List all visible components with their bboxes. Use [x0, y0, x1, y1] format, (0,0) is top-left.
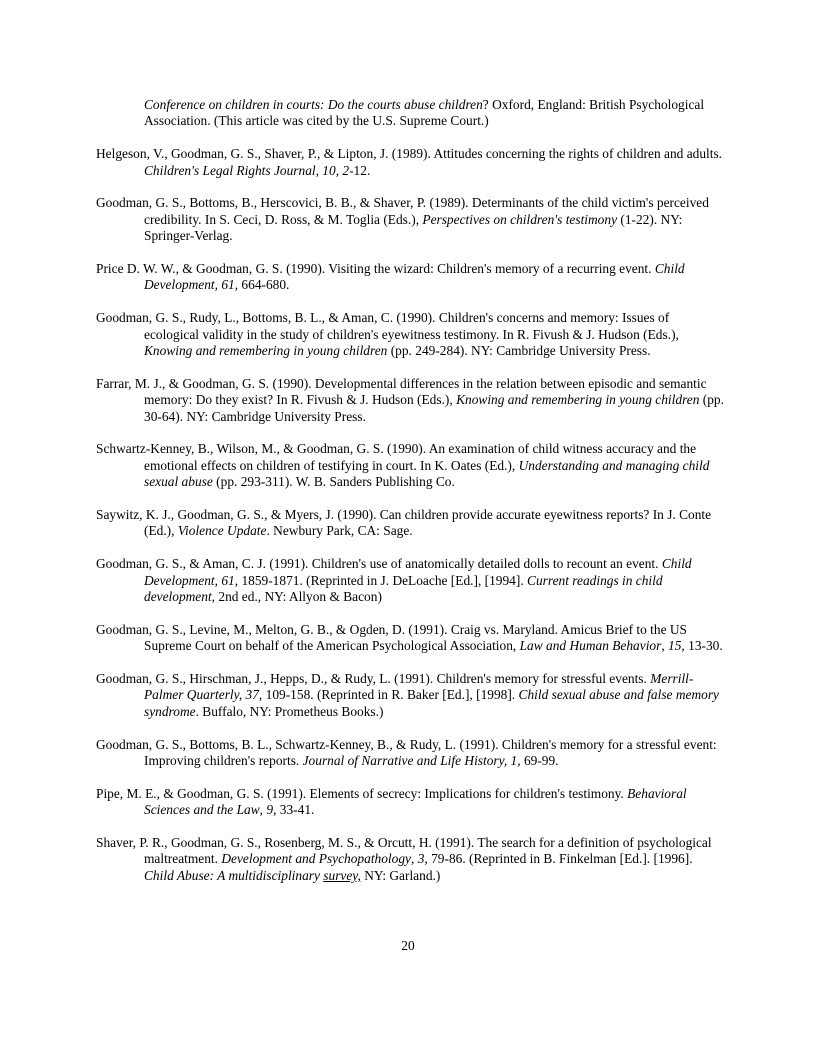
reference-run-text: (pp. 293-311). W. B. Sanders Publishing Co.: [212, 474, 455, 490]
reference-run-text: Goodman, G. S., Hirschman, J., Hepps, D., & Rudy, L. (1991). Children's memory for stressful events.: [96, 671, 651, 687]
reference-run-text: Shaver, P. R., Goodman, G. S., Rosenberg, M. S., & Orcutt, H. (1991). The search for a definition of psychological maltreatment.: [96, 835, 712, 867]
reference-run-italic: Understanding and managing child sexual abuse: [144, 457, 710, 490]
reference-run-italic: survey,: [323, 867, 361, 883]
reference-run-text: Goodman, G. S., Levine, M., Melton, G. B., & Ogden, D. (1991). Craig vs. Maryland. Amicus Brief to the US Supreme Court on behalf of the American Psychological Association,: [96, 621, 687, 654]
reference-run-text: , 79-86. (Reprinted in B. Finkelman [Ed.]. [1996].: [424, 851, 693, 867]
reference-entry: [96, 556, 724, 605]
reference-run-text: , 33-41.: [273, 802, 315, 818]
reference-run-text: Goodman, G. S., Rudy, L., Bottoms, B. L., & Aman, C. (1990). Children's concerns and memory: Issues of ecological validity in the study of children's eyewitness testimony. In R. Fivush & J. Hudson (Eds.),: [96, 310, 679, 342]
reference-run-text: (pp. 249-284). NY: Cambridge University Press.: [387, 343, 651, 359]
reference-run-text: 664-680.: [238, 277, 290, 293]
reference-run-text: Farrar, M. J., & Goodman, G. S. (1990). Developmental differences in the relation between episodic and semantic memory: Do they exist? In R. Fivush & J. Hudson (Eds.),: [96, 375, 707, 408]
reference-run-text: ? Oxford, England: British Psychological Association. (This article was cited by the U.S. Supreme Court.): [144, 97, 705, 129]
reference-run-text: Pipe, M. E., & Goodman, G. S. (1991). Elements of secrecy: Implications for children's testimony.: [96, 785, 628, 801]
reference-run-text: ,: [259, 802, 267, 818]
reference-entry: [96, 310, 724, 359]
reference-run-italic: Knowing and remembering in young children: [456, 392, 700, 408]
reference-entry: [96, 835, 724, 884]
reference-entry: [96, 195, 724, 244]
reference-list: [96, 97, 724, 901]
reference-entry: [96, 261, 724, 294]
reference-run-text: 13-30.: [684, 638, 723, 654]
reference-run-text: Helgeson, V., Goodman, G. S., Shaver, P., & Lipton, J. (1989). Attitudes concerning the rights of children and adults.: [96, 146, 723, 162]
reference-run-italic: Child sexual abuse and false memory syndrome: [144, 687, 719, 719]
reference-run-italic: Knowing and remembering in young children: [144, 343, 388, 359]
reference-run-text: Goodman, G. S., & Aman, C. J. (1991). Children's use of anatomically detailed dolls to recount an event.: [96, 556, 662, 572]
reference-entry-continuation: [96, 97, 724, 130]
reference-run-text: -12.: [349, 162, 371, 178]
reference-run-italic: Merrill-Palmer Quarterly, 37,: [144, 671, 694, 703]
reference-run-text: . Newbury Park, CA: Sage.: [266, 523, 413, 539]
reference-run-text: Goodman, G. S., Bottoms, B., Herscovici, B. B., & Shaver, P. (1989). Determinants of the child victim's perceived credibility. In S. Ceci, D. Ross, & M. Toglia (Eds.),: [96, 195, 709, 227]
reference-run-italic: Journal of Narrative and Life History, 1,: [302, 753, 521, 769]
reference-entry: [96, 507, 724, 540]
reference-entry: [96, 376, 724, 425]
page-number: 20: [401, 938, 415, 953]
reference-run-italic: 15,: [668, 638, 685, 654]
reference-entry: [96, 622, 724, 655]
reference-entry: [96, 146, 724, 179]
reference-run-text: Saywitz, K. J., Goodman, G. S., & Myers, J. (1990). Can children provide accurate eyewitness reports? In J. Conte (Ed.),: [96, 507, 712, 539]
reference-run-italic: 3: [417, 851, 425, 867]
reference-run-text: Price D. W. W., & Goodman, G. S. (1990). Visiting the wizard: Children's memory of a recurring event.: [96, 261, 655, 277]
reference-run-text: (1-22). NY: Springer-Verlag.: [144, 211, 683, 244]
reference-run-italic: Violence Update: [177, 523, 267, 539]
reference-run-text: ,: [214, 572, 222, 588]
reference-run-italic: Child Development: [144, 556, 692, 588]
reference-run-italic: Child Development, 61,: [144, 261, 685, 293]
reference-run-italic: Children's Legal Rights Journal, 10, 2: [144, 162, 350, 178]
reference-run-italic: 61: [221, 572, 235, 588]
reference-run-text: ,: [661, 638, 669, 654]
reference-entry: [96, 786, 724, 819]
reference-run-text: , 1859-1871. (Reprinted in J. DeLoache [Ed.], [1994].: [234, 572, 528, 588]
reference-run-text: . Buffalo, NY: Prometheus Books.): [195, 703, 384, 719]
reference-run-text: ,: [411, 851, 418, 867]
reference-run-text: , 2nd ed., NY: Allyon & Bacon): [211, 589, 382, 605]
reference-entry: [96, 671, 724, 720]
reference-run-italic: Current readings in child development: [144, 572, 663, 605]
reference-run-italic: 9: [266, 802, 274, 818]
reference-entry: [96, 441, 724, 490]
reference-run-text: (pp. 30-64). NY: Cambridge University Press.: [144, 392, 724, 424]
reference-run-italic: Development and Psychopathology: [221, 851, 411, 867]
reference-run-text: Goodman, G. S., Bottoms, B. L., Schwartz-Kenney, B., & Rudy, L. (1991). Children's memory for a stressful event: Improving children's reports.: [96, 736, 717, 769]
reference-run-text: 69-99.: [520, 753, 559, 769]
reference-run-italic: Behavioral Sciences and the Law: [144, 785, 687, 818]
reference-entry: [96, 737, 724, 770]
reference-run-italic: Law and Human Behavior: [519, 638, 662, 654]
reference-run-text: NY: Garland.): [360, 867, 441, 883]
reference-run-text: Schwartz-Kenney, B., Wilson, M., & Goodman, G. S. (1990). An examination of child witness accuracy and the emotional effects on children of testifying in court. In K. Oates (Ed.),: [96, 441, 697, 473]
reference-run-italic: Child Abuse: A multidisciplinary: [144, 867, 324, 883]
reference-run-italic: Conference on children in courts: Do the courts abuse children: [144, 97, 483, 112]
reference-run-text: 109-158. (Reprinted in R. Baker [Ed.], [1998].: [262, 687, 519, 703]
reference-run-italic: Perspectives on children's testimony: [422, 211, 618, 227]
